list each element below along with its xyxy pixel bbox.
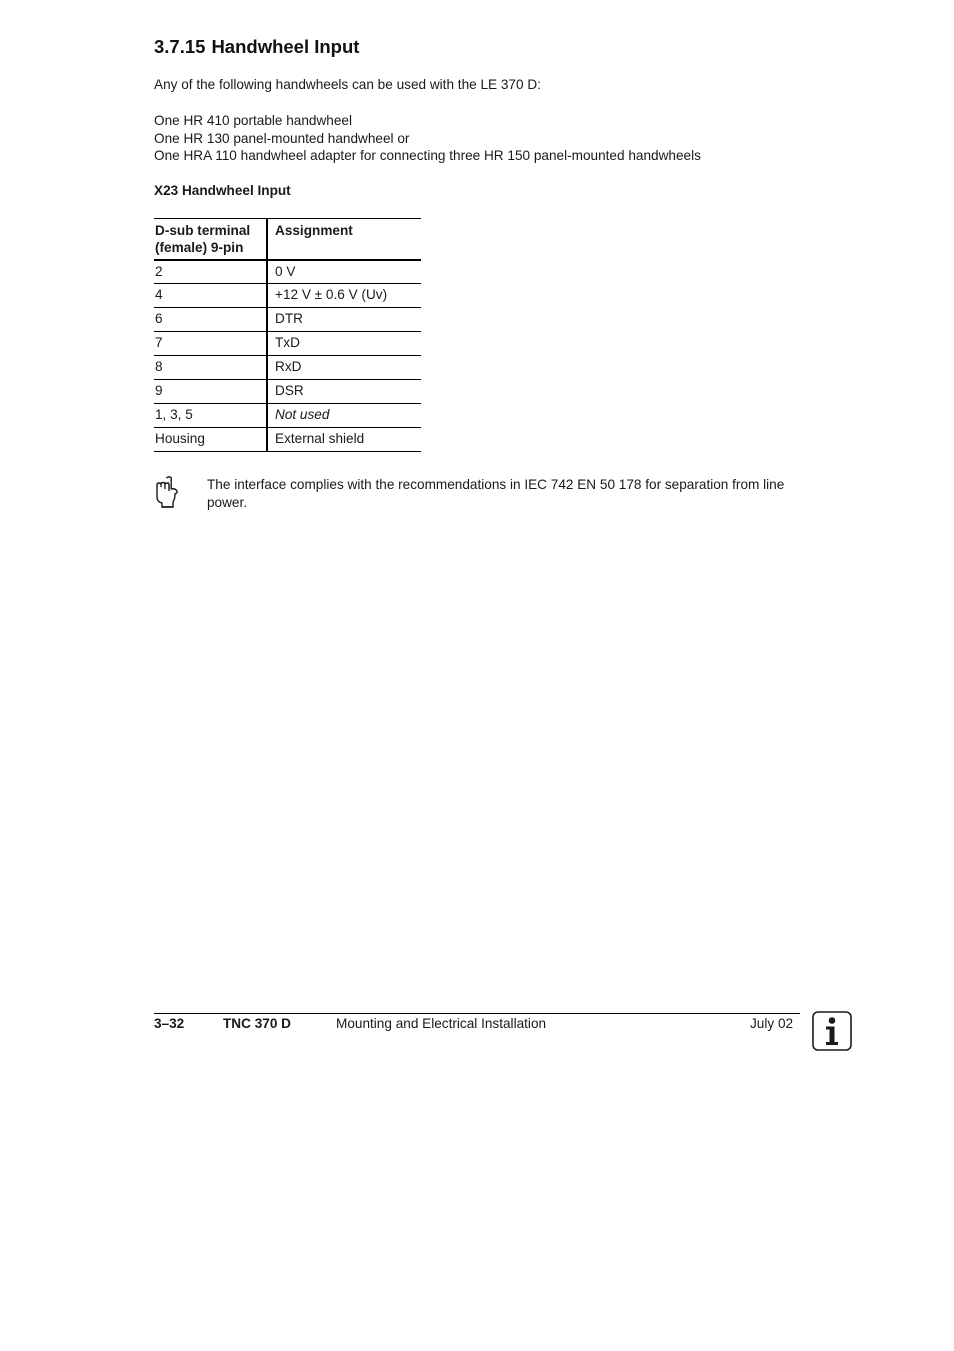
footer-product: TNC 370 D [223,1016,291,1031]
table-row [154,284,421,308]
terminal-cell: 8 [154,356,267,380]
handwheel-item: One HR 410 portable handwheel [154,113,352,128]
info-icon [812,1011,852,1051]
footer-date: July 02 [750,1016,794,1031]
footer-rule [154,1013,800,1014]
terminal-cell: 6 [154,308,267,332]
assignment-cell: RxD [267,356,421,380]
assignment-cell: DTR [267,308,421,332]
section-heading [154,36,359,58]
pointing-hand-icon [154,475,180,509]
terminal-cell: 9 [154,380,267,404]
table-row [154,332,421,356]
assignment-cell: +12 V ± 0.6 V (Uv) [267,284,421,308]
column-header-assignment: Assignment [267,219,421,260]
assignment-cell: DSR [267,380,421,404]
footer-chapter: Mounting and Electrical Installation [336,1016,547,1031]
section-number: 3.7.15 [154,36,206,57]
handwheel-list [154,112,701,165]
terminal-cell: 4 [154,284,267,308]
assignment-cell: Not used [267,404,421,428]
table-header-row [154,219,421,260]
footer-page-number: 3–32 [154,1016,185,1031]
terminal-cell: 2 [154,260,267,284]
intro-paragraph: Any of the following handwheels can be used with the LE 370 D: [154,77,541,92]
table-title: X23 Handwheel Input [154,183,291,198]
table-row [154,404,421,428]
pin-assignment-table [154,218,421,452]
table-row [154,308,421,332]
terminal-cell: 7 [154,332,267,356]
table-row [154,428,421,452]
column-header-terminal: D-sub terminal (female) 9-pin [154,219,267,260]
assignment-cell: 0 V [267,260,421,284]
table-row [154,260,421,284]
handwheel-item: One HR 130 panel-mounted handwheel or [154,130,410,146]
assignment-cell: External shield [267,428,421,452]
terminal-cell: Housing [154,428,267,452]
note-text: The interface complies with the recommendations in IEC 742 EN 50 178 for separation from line power. [207,477,785,510]
table-row [154,380,421,404]
terminal-cell: 1, 3, 5 [154,404,267,428]
section-title: Handwheel Input [211,36,360,57]
handwheel-item: One HRA 110 handwheel adapter for connecting three HR 150 panel-mounted handwheels [154,148,701,163]
assignment-cell: TxD [267,332,421,356]
table-row [154,356,421,380]
